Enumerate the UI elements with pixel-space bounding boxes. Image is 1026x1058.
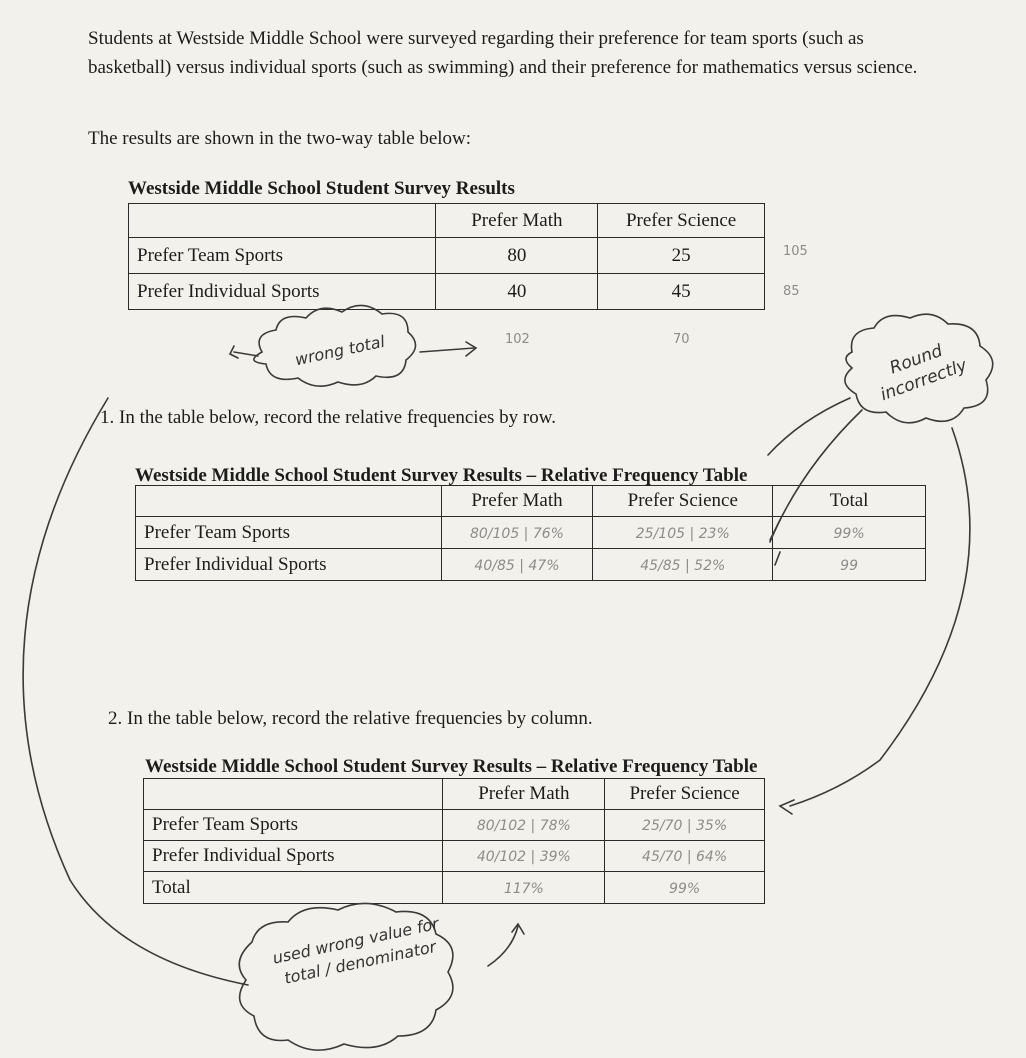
- question-1: 1. In the table below, record the relative frequencies by row.: [100, 407, 556, 428]
- table2-col-science: Prefer Science: [593, 486, 773, 517]
- table3-title: Westside Middle School Student Survey Results – Relative Frequency Table: [145, 756, 758, 777]
- loop-arrow-icon: [23, 398, 248, 985]
- table1-cell: 40: [436, 274, 598, 310]
- question-2: 2. In the table below, record the relative frequencies by column.: [108, 708, 593, 729]
- note-round-incorrectly: Round incorrectly: [877, 340, 970, 406]
- table1-cell: 45: [598, 274, 765, 310]
- right-arrow-icon: [420, 348, 474, 352]
- table3-col-science: Prefer Science: [605, 779, 765, 810]
- pencil-col-total: 70: [673, 332, 690, 347]
- pencil-col-total: 102: [505, 332, 530, 347]
- table1-row-label: Prefer Team Sports: [129, 238, 436, 274]
- table3-cell: 25/70 | 35%: [642, 818, 728, 834]
- intro-paragraph: Students at Westside Middle School were surveyed regarding their preference for team sports (such as basketball) versus individual sports (such as swimming) and their preference for mathematics versus science.: [88, 28, 918, 78]
- table3-col-math: Prefer Math: [443, 779, 605, 810]
- table2-title: Westside Middle School Student Survey Results – Relative Frequency Table: [135, 465, 748, 486]
- table1-cell: 80: [436, 238, 598, 274]
- table3-row-label: Prefer Individual Sports: [144, 841, 443, 872]
- table3-cell: 80/102 | 78%: [476, 818, 571, 834]
- table2-col-math: Prefer Math: [441, 486, 593, 517]
- table1-row-label: Prefer Individual Sports: [129, 274, 436, 310]
- table2-cell: 45/85 | 52%: [640, 557, 726, 574]
- table3-cell: 117%: [503, 880, 544, 897]
- table3-cell: 45/70 | 64%: [642, 849, 728, 865]
- note-used-wrong-value: used wrong value for total / denominator: [270, 913, 441, 988]
- table3-row-label: Prefer Team Sports: [144, 810, 443, 841]
- table1-title: Westside Middle School Student Survey Results: [128, 178, 515, 199]
- pencil-row-total: 85: [783, 284, 800, 299]
- table2-cell: 99: [840, 557, 858, 574]
- pencil-row-total: 105: [783, 244, 808, 259]
- table2-cell: 80/105 | 76%: [469, 525, 564, 542]
- table1-col-science: Prefer Science: [598, 204, 765, 238]
- table1-col-math: Prefer Math: [436, 204, 598, 238]
- results-text: The results are shown in the two-way table below:: [88, 128, 472, 149]
- table2-cell: 25/105 | 23%: [635, 525, 730, 542]
- table2-row-label: Prefer Team Sports: [136, 517, 442, 549]
- table1-cell: 25: [598, 238, 765, 274]
- table2-row-label: Prefer Individual Sports: [136, 549, 442, 581]
- table3-row-label: Total: [144, 872, 443, 904]
- table3-cell: 40/102 | 39%: [476, 849, 571, 865]
- table2-col-total: Total: [773, 486, 926, 517]
- table2-cell: 99%: [833, 525, 865, 542]
- table2-cell: 40/85 | 47%: [474, 557, 560, 574]
- table3-cell: 99%: [669, 880, 701, 897]
- left-arrow-icon: [234, 352, 258, 356]
- note-wrong-total: wrong total: [293, 331, 387, 370]
